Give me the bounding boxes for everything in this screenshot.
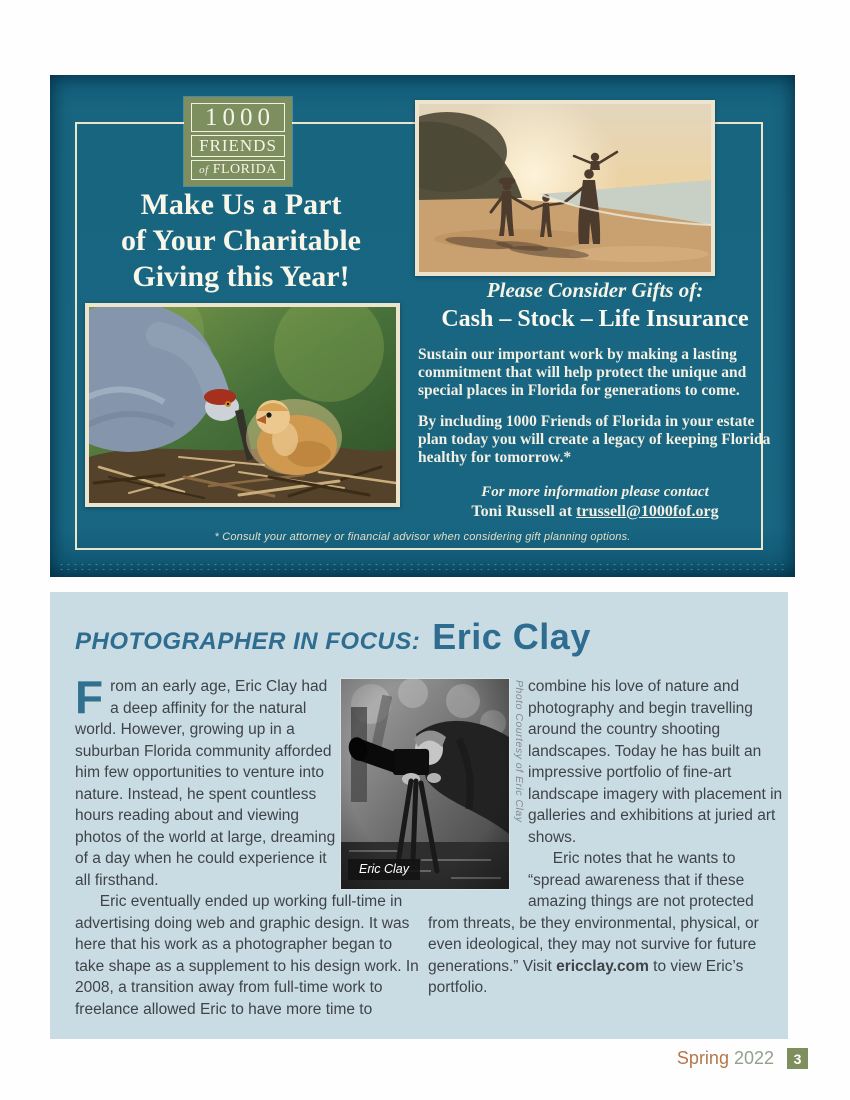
photographer-photo-caption: Eric Clay — [348, 859, 420, 880]
article-paragraph-2: Eric eventually ended up working full-time in advertising doing web and graphic design. It was here that his work as a photographer began to take shape as a supplement to his design work. In 2008, a transition away from full-time work to freelance allowed Eric to have more time to — [75, 893, 419, 1018]
article-paragraph-1-text: rom an early age, Eric Clay had a deep affinity for the natural world. However, growing up in a suburban Florida community afforded him few opportunities to venture into nature. Instead, he spent countless hours reading about and viewing photos of the world at large, dreaming of a day when he could experience it all firsthand. — [75, 678, 336, 889]
logo-line-1000: 1000 — [191, 103, 285, 132]
gifts-title: Please Consider Gifts of: — [486, 278, 704, 302]
contact-email-link[interactable]: trussell@1000fof.org — [576, 503, 719, 520]
promo-paragraph-2: By including 1000 Friends of Florida in your estate plan today you will create a legacy of keeping Florida healthy for tomorrow.* — [418, 413, 771, 466]
promo-heading-line1: Make Us a Part — [140, 188, 342, 221]
beach-family-photo — [415, 100, 715, 276]
logo-of-word: of — [199, 164, 209, 176]
promo-contact-block — [418, 483, 772, 522]
promo-bottom-texture — [58, 562, 787, 571]
photographer-portrait-photo — [340, 678, 510, 890]
photo-credit-vertical-text: Photo Courtesy of Eric Clay — [513, 680, 525, 823]
promo-heading-line2: of Your Charitable — [121, 224, 361, 257]
ericclay-website-text: ericclay.com — [556, 957, 649, 975]
promo-footnote: * Consult your attorney or financial advisor when considering gift planning options. — [214, 531, 631, 543]
crane-photo — [85, 303, 400, 507]
promo-right-column — [418, 278, 772, 522]
logo-line-florida — [191, 160, 285, 180]
article-paragraph-4-text: Eric notes that he wants to “spread awareness that if these amazing things are not protected from threats, be they environmental, physical, or even ideological, they may not survive for future generations.” Visit — [428, 850, 759, 975]
footer-season: Spring — [676, 1048, 729, 1068]
footer-year: 2022 — [733, 1048, 774, 1068]
dropcap-letter: F — [75, 671, 104, 723]
photographer-photo-illustration — [341, 679, 509, 889]
article-kicker: PHOTOGRAPHER IN FOCUS: — [75, 628, 421, 655]
promo-paragraph-1: Sustain our important work by making a lasting commitment that will help protect the unique and special places in Florida for generations to come. — [418, 346, 747, 399]
promo-heading — [68, 187, 414, 295]
thousand-friends-of-florida-logo — [184, 97, 292, 186]
promo-heading-line3: Giving this Year! — [132, 260, 350, 293]
crane-photo-illustration — [89, 307, 396, 503]
contact-intro: For more information please contact — [481, 484, 709, 500]
charitable-giving-promo-box — [50, 75, 795, 577]
article-paragraph-3: combine his love of nature and photography and begin travelling around the country shooting landscapes. Today he has built an impressive portfolio of fine-art landscape imagery with placement in galleries and exhibitions at juried art shows. — [528, 678, 783, 846]
article-paragraph-4-end: to view Eric’s portfolio. — [428, 957, 744, 996]
article-heading — [75, 616, 591, 658]
contact-detail — [418, 502, 772, 522]
photographer-in-focus-article — [50, 592, 788, 1039]
contact-name: Toni Russell at — [471, 503, 577, 520]
logo-line-friends: FRIENDS — [191, 135, 285, 157]
beach-photo-illustration — [419, 104, 711, 272]
logo-florida-word: FLORIDA — [212, 162, 277, 177]
article-title: Eric Clay — [432, 616, 591, 657]
gifts-types: Cash – Stock – Life Insurance — [441, 306, 749, 332]
page-footer — [677, 1048, 808, 1069]
page-number-badge: 3 — [787, 1048, 808, 1069]
